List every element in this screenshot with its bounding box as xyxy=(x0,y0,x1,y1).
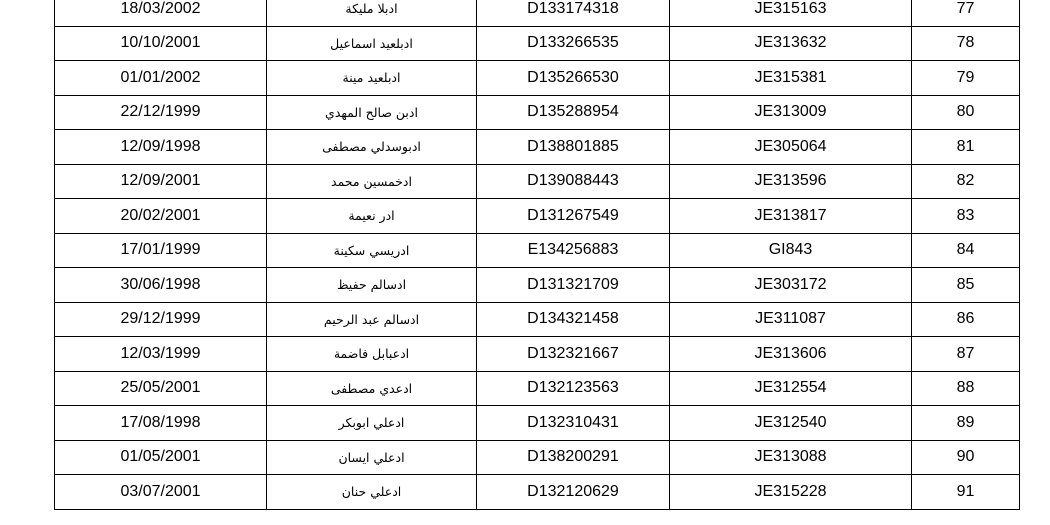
student-code-cell: JE315163 xyxy=(670,0,912,26)
table-row xyxy=(55,406,1020,441)
table-row xyxy=(55,233,1020,268)
row-number-cell: 84 xyxy=(912,233,1020,268)
student-name-cell: ادعلي ايسان xyxy=(267,440,477,475)
student-code-cell: JE312554 xyxy=(670,371,912,406)
row-number-cell: 83 xyxy=(912,199,1020,234)
cne-cell: D133174318 xyxy=(477,0,670,26)
birth-date-cell: 20/02/2001 xyxy=(55,199,267,234)
row-number-cell: 79 xyxy=(912,61,1020,96)
student-code-cell: JE315228 xyxy=(670,475,912,510)
birth-date-cell: 01/05/2001 xyxy=(55,440,267,475)
cne-cell: D132310431 xyxy=(477,406,670,441)
row-number-cell: 89 xyxy=(912,406,1020,441)
row-number-cell: 87 xyxy=(912,337,1020,372)
birth-date-cell: 10/10/2001 xyxy=(55,26,267,61)
cne-cell: D133266535 xyxy=(477,26,670,61)
birth-date-cell: 17/01/1999 xyxy=(55,233,267,268)
table-row xyxy=(55,475,1020,510)
student-code-cell: JE313606 xyxy=(670,337,912,372)
table-row xyxy=(55,440,1020,475)
cne-cell: D135288954 xyxy=(477,95,670,130)
birth-date-cell: 12/09/1998 xyxy=(55,130,267,165)
cne-cell: D134321458 xyxy=(477,302,670,337)
cne-cell: D132120629 xyxy=(477,475,670,510)
table-row xyxy=(55,26,1020,61)
student-name-cell: ادبلا مليكة xyxy=(267,0,477,26)
row-number-cell: 86 xyxy=(912,302,1020,337)
row-number-cell: 85 xyxy=(912,268,1020,303)
student-name-cell: ادخمسين محمد xyxy=(267,164,477,199)
birth-date-cell: 30/06/1998 xyxy=(55,268,267,303)
student-name-cell: ادريسي سكينة xyxy=(267,233,477,268)
row-number-cell: 90 xyxy=(912,440,1020,475)
student-name-cell: ادعلي ابوبكر xyxy=(267,406,477,441)
table-row xyxy=(55,95,1020,130)
student-code-cell: JE312540 xyxy=(670,406,912,441)
table-row xyxy=(55,0,1020,26)
row-number-cell: 80 xyxy=(912,95,1020,130)
table-row xyxy=(55,268,1020,303)
table-row xyxy=(55,302,1020,337)
cne-cell: D131267549 xyxy=(477,199,670,234)
birth-date-cell: 17/08/1998 xyxy=(55,406,267,441)
row-number-cell: 88 xyxy=(912,371,1020,406)
student-code-cell: JE313009 xyxy=(670,95,912,130)
student-code-cell: JE313817 xyxy=(670,199,912,234)
row-number-cell: 82 xyxy=(912,164,1020,199)
student-list-table xyxy=(54,0,1020,510)
birth-date-cell: 29/12/1999 xyxy=(55,302,267,337)
student-code-cell: JE305064 xyxy=(670,130,912,165)
table-row xyxy=(55,199,1020,234)
table-row xyxy=(55,61,1020,96)
table-body xyxy=(55,0,1020,509)
row-number-cell: 91 xyxy=(912,475,1020,510)
student-name-cell: ادعدي مصطفى xyxy=(267,371,477,406)
table-row xyxy=(55,337,1020,372)
student-name-cell: ادبوسدلي مصطفى xyxy=(267,130,477,165)
birth-date-cell: 03/07/2001 xyxy=(55,475,267,510)
table-row xyxy=(55,164,1020,199)
student-name-cell: ادبن صالح المهدي xyxy=(267,95,477,130)
birth-date-cell: 22/12/1999 xyxy=(55,95,267,130)
cne-cell: D139088443 xyxy=(477,164,670,199)
cne-cell: D132321667 xyxy=(477,337,670,372)
cne-cell: D132123563 xyxy=(477,371,670,406)
row-number-cell: 81 xyxy=(912,130,1020,165)
student-name-cell: ادبلعيد اسماعيل xyxy=(267,26,477,61)
student-name-cell: ادسالم عبد الرحيم xyxy=(267,302,477,337)
birth-date-cell: 01/01/2002 xyxy=(55,61,267,96)
birth-date-cell: 12/03/1999 xyxy=(55,337,267,372)
cne-cell: D138801885 xyxy=(477,130,670,165)
student-code-cell: JE315381 xyxy=(670,61,912,96)
student-code-cell: JE313088 xyxy=(670,440,912,475)
table-row xyxy=(55,371,1020,406)
birth-date-cell: 25/05/2001 xyxy=(55,371,267,406)
cne-cell: E134256883 xyxy=(477,233,670,268)
student-name-cell: ادبلعيد مينة xyxy=(267,61,477,96)
birth-date-cell: 12/09/2001 xyxy=(55,164,267,199)
student-code-cell: JE313632 xyxy=(670,26,912,61)
cne-cell: D138200291 xyxy=(477,440,670,475)
student-code-cell: JE311087 xyxy=(670,302,912,337)
cne-cell: D135266530 xyxy=(477,61,670,96)
student-name-cell: ادعبابل فاضمة xyxy=(267,337,477,372)
birth-date-cell: 18/03/2002 xyxy=(55,0,267,26)
student-code-cell: GI843 xyxy=(670,233,912,268)
student-name-cell: ادعلي حنان xyxy=(267,475,477,510)
table-row xyxy=(55,130,1020,165)
student-name-cell: ادر نعيمة xyxy=(267,199,477,234)
student-code-cell: JE303172 xyxy=(670,268,912,303)
cne-cell: D131321709 xyxy=(477,268,670,303)
row-number-cell: 77 xyxy=(912,0,1020,26)
row-number-cell: 78 xyxy=(912,26,1020,61)
student-name-cell: ادسالم حفيظ xyxy=(267,268,477,303)
student-code-cell: JE313596 xyxy=(670,164,912,199)
